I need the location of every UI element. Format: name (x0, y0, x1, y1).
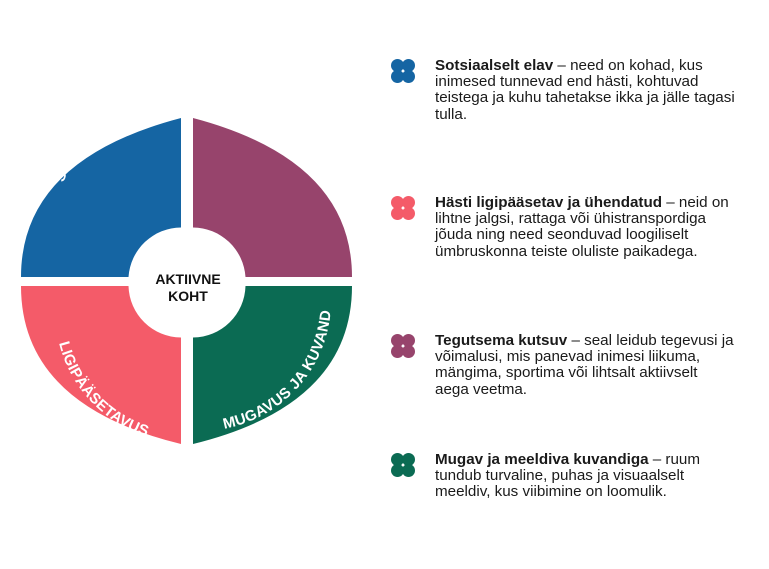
legend-text (435, 452, 735, 501)
legend-text (435, 333, 735, 398)
coral-quatrefoil-icon (390, 195, 416, 221)
center-label-line2: KOHT (168, 288, 208, 304)
blue-quatrefoil-icon (390, 58, 416, 84)
legend-text (435, 58, 735, 123)
quadrant-label-tegevused: TEGEVUSED (238, 90, 318, 170)
legend-title: Tegutsema kutsuv (435, 332, 568, 349)
legend-text (435, 195, 735, 260)
active-place-diagram (0, 0, 380, 569)
legend-title: Hästi ligipääsetav ja ühendatud (435, 194, 663, 211)
quadrant-label-sotsiaalsus: SOTSIAALSUS (51, 91, 137, 184)
purple-quatrefoil-icon (390, 333, 416, 359)
center-label-line1: AKTIIVNE (155, 271, 221, 287)
green-quatrefoil-icon (390, 452, 416, 478)
legend-description: – need on kohad, kus inimesed tunnevad end hästi, kohtuvad teistega ja kuhu tahetakse ikka ja jälle tagasi tulla. (435, 57, 735, 123)
legend-description: – neid on lihtne jalgsi, rattaga või ühistranspordiga jõuda ning need seonduvad loogiliselt ümbruskonna teiste oluliste paikadega. (435, 194, 729, 260)
legend-description: – ruum tundub turvaline, puhas ja visuaalselt meeldiv, kus viibimine on loomulik. (435, 451, 701, 501)
legend-title: Mugav ja meeldiva kuvandiga (435, 451, 649, 468)
quadrant-label-mugavus-ja-kuvand: MUGAVUS JA KUVAND (221, 308, 335, 433)
quadrant-label-ligipaasetavus: LIGIPÄÄSETAVUS (55, 339, 152, 441)
legend-description: – seal leidub tegevusi ja võimalusi, mis panevad inimesi liikuma, mängima, sportima või lihtsalt aktiivselt aega veetma. (435, 332, 734, 398)
legend-title: Sotsiaalselt elav (435, 57, 554, 74)
